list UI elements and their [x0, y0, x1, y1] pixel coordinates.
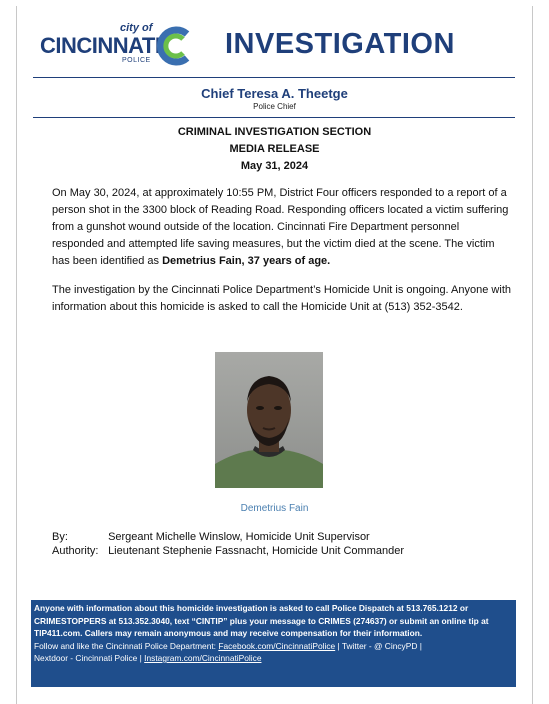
- logo-city-text: city of: [120, 22, 153, 34]
- victim-photo: [215, 352, 323, 488]
- photo-caption: Demetrius Fain: [240, 503, 309, 514]
- header-divider: [33, 77, 515, 78]
- logo-name-text: CINCINNATI: [40, 33, 161, 58]
- release-date: May 31, 2024: [240, 160, 309, 172]
- authority-label: Authority:: [52, 545, 99, 557]
- incident-text: On May 30, 2024, at approximately 10:55 PM, District Four officers responded to a report of a person shot in the 3300 block of Reading Road. Responding officers located a victim suffering from a gunshot wound outside of the location. Cincinnati Fire Department personnel responded and attempted life saving measures, but the victim died at the scene. The victim has been identified as: [52, 187, 509, 267]
- nextdoor-text: Nextdoor - Cincinnati Police |: [34, 653, 145, 663]
- chief-title: Police Chief: [253, 102, 296, 111]
- authority-value: Lieutenant Stephenie Fassnacht, Homicide Unit Commander: [108, 545, 404, 557]
- tip-info-box: [31, 600, 516, 687]
- release-type: MEDIA RELEASE: [229, 143, 320, 155]
- credit-authority: [52, 545, 404, 557]
- incident-paragraph: [52, 185, 514, 270]
- tip-text: Anyone with information about this homicide investigation is asked to call Police Dispatch at 513.765.1212 or CRIMESTOPPERS at 513.352.3040, text “CINTIP” plus your message to CRIMES (274637) or submit an online tip at TIP411.com. Callers may remain anonymous and may receive compensation for their information.: [34, 603, 489, 638]
- chief-name: Chief Teresa A. Theetge: [201, 86, 348, 101]
- victim-name: Demetrius Fain, 37 years of age.: [162, 255, 331, 267]
- follow-prefix: Follow and like the Cincinnati Police Department:: [34, 640, 219, 651]
- cincinnati-police-logo: [40, 22, 198, 70]
- section-title: CRIMINAL INVESTIGATION SECTION: [177, 126, 372, 138]
- credit-by: [52, 531, 370, 543]
- c-logo-icon: [153, 24, 197, 68]
- by-value: Sergeant Michelle Winslow, Homicide Unit Supervisor: [108, 531, 370, 543]
- instagram-link[interactable]: Instagram.com/CincinnatiPolice: [144, 653, 262, 663]
- page-headline: INVESTIGATION: [225, 28, 455, 60]
- twitter-text: | Twitter - @ CincyPD |: [335, 640, 422, 651]
- logo-police-text: POLICE: [122, 57, 151, 64]
- facebook-link[interactable]: Facebook.com/CincinnatiPolice: [218, 640, 336, 651]
- by-label: By:: [52, 531, 68, 543]
- chief-divider: [33, 117, 515, 118]
- investigation-paragraph: The investigation by the Cincinnati Police Department’s Homicide Unit is ongoing. Anyone with information about this homicide is asked to call the Homicide Unit at (513) 352-3542.: [52, 284, 511, 313]
